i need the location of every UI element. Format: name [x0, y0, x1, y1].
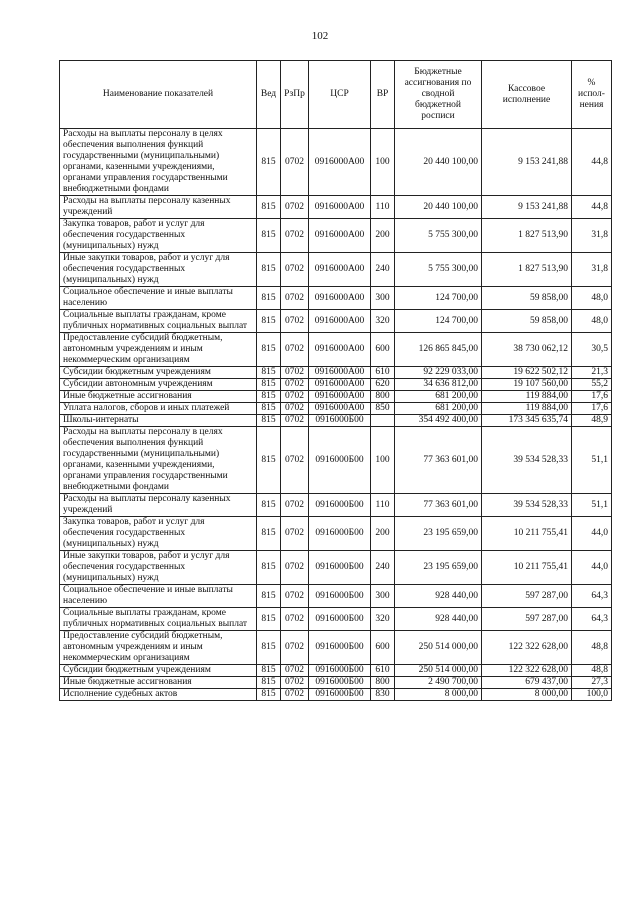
row-rzpr-cell: 0702	[281, 367, 309, 379]
row-rzpr-cell: 0702	[281, 379, 309, 391]
row-vr-cell: 320	[371, 608, 395, 631]
row-name-cell: Закупка товаров, работ и услуг для обеспечения государственных (муниципальных) нужд	[60, 219, 257, 253]
table-row	[60, 196, 612, 219]
row-budget-cell: 5 755 300,00	[395, 219, 482, 253]
row-csr-cell: 0916000Б00	[309, 551, 371, 585]
row-name-cell: Социальные выплаты гражданам, кроме публичных нормативных социальных выплат	[60, 310, 257, 333]
row-budget-cell: 126 865 845,00	[395, 333, 482, 367]
row-ved-cell: 815	[257, 689, 281, 701]
row-name-cell: Субсидии бюджетным учреждениям	[60, 367, 257, 379]
row-cash-cell: 597 287,00	[482, 608, 572, 631]
row-vr-cell: 200	[371, 517, 395, 551]
row-rzpr-cell: 0702	[281, 415, 309, 427]
row-pct-cell: 48,0	[572, 310, 612, 333]
row-pct-cell: 100,0	[572, 689, 612, 701]
row-ved-cell: 815	[257, 287, 281, 310]
table-row	[60, 585, 612, 608]
row-name-cell: Иные бюджетные ассигнования	[60, 391, 257, 403]
row-vr-cell: 300	[371, 287, 395, 310]
row-budget-cell: 250 514 000,00	[395, 665, 482, 677]
row-vr-cell: 320	[371, 310, 395, 333]
row-pct-cell: 21,3	[572, 367, 612, 379]
table-row	[60, 665, 612, 677]
row-rzpr-cell: 0702	[281, 219, 309, 253]
row-pct-cell: 44,0	[572, 517, 612, 551]
table-row	[60, 391, 612, 403]
row-ved-cell: 815	[257, 551, 281, 585]
table-row	[60, 551, 612, 585]
table-row	[60, 403, 612, 415]
row-cash-cell: 1 827 513,90	[482, 253, 572, 287]
row-ved-cell: 815	[257, 196, 281, 219]
row-rzpr-cell: 0702	[281, 585, 309, 608]
table-row	[60, 287, 612, 310]
table-row	[60, 415, 612, 427]
row-name-cell: Социальные выплаты гражданам, кроме публичных нормативных социальных выплат	[60, 608, 257, 631]
row-vr-cell: 600	[371, 333, 395, 367]
header-vr: ВР	[371, 61, 395, 129]
row-budget-cell: 5 755 300,00	[395, 253, 482, 287]
row-ved-cell: 815	[257, 310, 281, 333]
row-cash-cell: 59 858,00	[482, 310, 572, 333]
row-cash-cell: 9 153 241,88	[482, 196, 572, 219]
row-vr-cell: 800	[371, 677, 395, 689]
row-cash-cell: 119 884,00	[482, 391, 572, 403]
row-name-cell: Закупка товаров, работ и услуг для обеспечения государственных (муниципальных) нужд	[60, 517, 257, 551]
row-vr-cell: 610	[371, 367, 395, 379]
row-vr-cell: 100	[371, 427, 395, 494]
table-body	[60, 129, 612, 701]
row-name-cell: Предоставление субсидий бюджетным, автономным учреждениям и иным некоммерческим организациям	[60, 333, 257, 367]
row-cash-cell: 10 211 755,41	[482, 517, 572, 551]
row-vr-cell	[371, 415, 395, 427]
row-csr-cell: 0916000А00	[309, 333, 371, 367]
row-rzpr-cell: 0702	[281, 403, 309, 415]
row-csr-cell: 0916000Б00	[309, 665, 371, 677]
row-name-cell: Социальное обеспечение и иные выплаты населению	[60, 585, 257, 608]
row-name-cell: Социальное обеспечение и иные выплаты населению	[60, 287, 257, 310]
table-header-row	[60, 61, 612, 129]
row-budget-cell: 20 440 100,00	[395, 129, 482, 196]
row-pct-cell: 64,3	[572, 585, 612, 608]
row-name-cell: Расходы на выплаты персоналу казенных учреждений	[60, 196, 257, 219]
row-csr-cell: 0916000Б00	[309, 494, 371, 517]
row-pct-cell: 44,8	[572, 129, 612, 196]
row-rzpr-cell: 0702	[281, 427, 309, 494]
row-rzpr-cell: 0702	[281, 129, 309, 196]
row-vr-cell: 610	[371, 665, 395, 677]
table-row	[60, 427, 612, 494]
row-vr-cell: 200	[371, 219, 395, 253]
row-name-cell: Школы-интернаты	[60, 415, 257, 427]
row-cash-cell: 679 437,00	[482, 677, 572, 689]
row-vr-cell: 100	[371, 129, 395, 196]
row-csr-cell: 0916000А00	[309, 310, 371, 333]
row-name-cell: Предоставление субсидий бюджетным, автономным учреждениям и иным некоммерческим организациям	[60, 631, 257, 665]
row-budget-cell: 77 363 601,00	[395, 427, 482, 494]
row-csr-cell: 0916000Б00	[309, 689, 371, 701]
row-ved-cell: 815	[257, 608, 281, 631]
row-name-cell: Расходы на выплаты персоналу в целях обеспечения выполнения функций государственными (муниципальными) органами, казенными учреждениями, органами управления государственными внебюджетными фондами	[60, 427, 257, 494]
row-csr-cell: 0916000А00	[309, 391, 371, 403]
row-ved-cell: 815	[257, 585, 281, 608]
row-pct-cell: 51,1	[572, 427, 612, 494]
row-ved-cell: 815	[257, 517, 281, 551]
row-rzpr-cell: 0702	[281, 310, 309, 333]
row-ved-cell: 815	[257, 665, 281, 677]
table-row	[60, 517, 612, 551]
row-name-cell: Расходы на выплаты персоналу казенных учреждений	[60, 494, 257, 517]
row-pct-cell: 64,3	[572, 608, 612, 631]
row-rzpr-cell: 0702	[281, 689, 309, 701]
table-row	[60, 379, 612, 391]
row-pct-cell: 55,2	[572, 379, 612, 391]
table-row	[60, 310, 612, 333]
row-budget-cell: 928 440,00	[395, 585, 482, 608]
row-ved-cell: 815	[257, 129, 281, 196]
row-budget-cell: 124 700,00	[395, 310, 482, 333]
row-vr-cell: 830	[371, 689, 395, 701]
row-cash-cell: 38 730 062,12	[482, 333, 572, 367]
table-row	[60, 631, 612, 665]
row-budget-cell: 2 490 700,00	[395, 677, 482, 689]
row-csr-cell: 0916000А00	[309, 129, 371, 196]
row-name-cell: Субсидии бюджетным учреждениям	[60, 665, 257, 677]
row-vr-cell: 240	[371, 253, 395, 287]
row-budget-cell: 124 700,00	[395, 287, 482, 310]
page-number: 102	[311, 30, 329, 42]
row-ved-cell: 815	[257, 379, 281, 391]
row-budget-cell: 23 195 659,00	[395, 517, 482, 551]
row-pct-cell: 51,1	[572, 494, 612, 517]
row-csr-cell: 0916000А00	[309, 379, 371, 391]
row-vr-cell: 850	[371, 403, 395, 415]
row-pct-cell: 30,5	[572, 333, 612, 367]
row-vr-cell: 620	[371, 379, 395, 391]
row-pct-cell: 44,8	[572, 196, 612, 219]
row-rzpr-cell: 0702	[281, 677, 309, 689]
row-pct-cell: 44,0	[572, 551, 612, 585]
row-cash-cell: 19 107 560,00	[482, 379, 572, 391]
row-name-cell: Исполнение судебных актов	[60, 689, 257, 701]
row-rzpr-cell: 0702	[281, 333, 309, 367]
table-row	[60, 129, 612, 196]
row-cash-cell: 122 322 628,00	[482, 631, 572, 665]
table-row	[60, 367, 612, 379]
row-vr-cell: 110	[371, 494, 395, 517]
row-rzpr-cell: 0702	[281, 551, 309, 585]
row-rzpr-cell: 0702	[281, 517, 309, 551]
row-cash-cell: 9 153 241,88	[482, 129, 572, 196]
row-vr-cell: 600	[371, 631, 395, 665]
row-pct-cell: 31,8	[572, 219, 612, 253]
row-name-cell: Уплата налогов, сборов и иных платежей	[60, 403, 257, 415]
row-ved-cell: 815	[257, 677, 281, 689]
row-ved-cell: 815	[257, 333, 281, 367]
row-cash-cell: 8 000,00	[482, 689, 572, 701]
row-rzpr-cell: 0702	[281, 608, 309, 631]
row-name-cell: Иные закупки товаров, работ и услуг для обеспечения государственных (муниципальных) нужд	[60, 551, 257, 585]
row-pct-cell: 48,9	[572, 415, 612, 427]
row-budget-cell: 928 440,00	[395, 608, 482, 631]
row-rzpr-cell: 0702	[281, 665, 309, 677]
row-vr-cell: 110	[371, 196, 395, 219]
row-cash-cell: 119 884,00	[482, 403, 572, 415]
row-pct-cell: 17,6	[572, 403, 612, 415]
row-name-cell: Иные закупки товаров, работ и услуг для обеспечения государственных (муниципальных) нужд	[60, 253, 257, 287]
row-csr-cell: 0916000Б00	[309, 415, 371, 427]
row-cash-cell: 122 322 628,00	[482, 665, 572, 677]
row-ved-cell: 815	[257, 391, 281, 403]
row-budget-cell: 681 200,00	[395, 391, 482, 403]
row-ved-cell: 815	[257, 494, 281, 517]
row-budget-cell: 92 229 033,00	[395, 367, 482, 379]
row-csr-cell: 0916000А00	[309, 287, 371, 310]
row-cash-cell: 173 345 635,74	[482, 415, 572, 427]
row-ved-cell: 815	[257, 415, 281, 427]
row-ved-cell: 815	[257, 253, 281, 287]
row-rzpr-cell: 0702	[281, 196, 309, 219]
row-rzpr-cell: 0702	[281, 253, 309, 287]
row-pct-cell: 48,8	[572, 631, 612, 665]
row-cash-cell: 1 827 513,90	[482, 219, 572, 253]
row-budget-cell: 354 492 400,00	[395, 415, 482, 427]
table-row	[60, 689, 612, 701]
row-pct-cell: 48,0	[572, 287, 612, 310]
row-rzpr-cell: 0702	[281, 631, 309, 665]
row-ved-cell: 815	[257, 367, 281, 379]
row-cash-cell: 19 622 502,12	[482, 367, 572, 379]
row-csr-cell: 0916000Б00	[309, 585, 371, 608]
table-row	[60, 219, 612, 253]
row-ved-cell: 815	[257, 427, 281, 494]
header-cash: Кассовое исполнение	[482, 61, 572, 129]
header-budget: Бюджетные ассигнования по сводной бюджетной росписи	[395, 61, 482, 129]
row-csr-cell: 0916000А00	[309, 367, 371, 379]
row-ved-cell: 815	[257, 219, 281, 253]
table-row	[60, 608, 612, 631]
row-csr-cell: 0916000Б00	[309, 517, 371, 551]
row-budget-cell: 250 514 000,00	[395, 631, 482, 665]
row-budget-cell: 77 363 601,00	[395, 494, 482, 517]
row-name-cell: Расходы на выплаты персоналу в целях обеспечения выполнения функций государственными (муниципальными) органами, казенными учреждениями, органами управления государственными внебюджетными фондами	[60, 129, 257, 196]
row-budget-cell: 8 000,00	[395, 689, 482, 701]
row-rzpr-cell: 0702	[281, 287, 309, 310]
header-rzpr: РзПр	[281, 61, 309, 129]
row-pct-cell: 17,6	[572, 391, 612, 403]
row-pct-cell: 27,3	[572, 677, 612, 689]
row-vr-cell: 800	[371, 391, 395, 403]
row-rzpr-cell: 0702	[281, 391, 309, 403]
row-vr-cell: 300	[371, 585, 395, 608]
row-ved-cell: 815	[257, 631, 281, 665]
row-pct-cell: 48,8	[572, 665, 612, 677]
header-pct: % испол-нения	[572, 61, 612, 129]
row-name-cell: Иные бюджетные ассигнования	[60, 677, 257, 689]
table-row	[60, 253, 612, 287]
row-rzpr-cell: 0702	[281, 494, 309, 517]
row-budget-cell: 20 440 100,00	[395, 196, 482, 219]
header-csr: ЦСР	[309, 61, 371, 129]
row-cash-cell: 597 287,00	[482, 585, 572, 608]
row-cash-cell: 39 534 528,33	[482, 494, 572, 517]
budget-execution-table	[59, 60, 612, 701]
row-ved-cell: 815	[257, 403, 281, 415]
table-row	[60, 333, 612, 367]
table-row	[60, 677, 612, 689]
row-budget-cell: 23 195 659,00	[395, 551, 482, 585]
row-csr-cell: 0916000Б00	[309, 608, 371, 631]
row-budget-cell: 34 636 812,00	[395, 379, 482, 391]
row-cash-cell: 39 534 528,33	[482, 427, 572, 494]
row-csr-cell: 0916000А00	[309, 219, 371, 253]
row-csr-cell: 0916000А00	[309, 196, 371, 219]
row-csr-cell: 0916000А00	[309, 253, 371, 287]
row-csr-cell: 0916000Б00	[309, 427, 371, 494]
row-vr-cell: 240	[371, 551, 395, 585]
row-budget-cell: 681 200,00	[395, 403, 482, 415]
row-name-cell: Субсидии автономным учреждениям	[60, 379, 257, 391]
row-csr-cell: 0916000Б00	[309, 631, 371, 665]
table-row	[60, 494, 612, 517]
row-pct-cell: 31,8	[572, 253, 612, 287]
row-csr-cell: 0916000Б00	[309, 677, 371, 689]
row-cash-cell: 10 211 755,41	[482, 551, 572, 585]
header-name: Наименование показателей	[60, 61, 257, 129]
row-csr-cell: 0916000А00	[309, 403, 371, 415]
header-ved: Вед	[257, 61, 281, 129]
row-cash-cell: 59 858,00	[482, 287, 572, 310]
